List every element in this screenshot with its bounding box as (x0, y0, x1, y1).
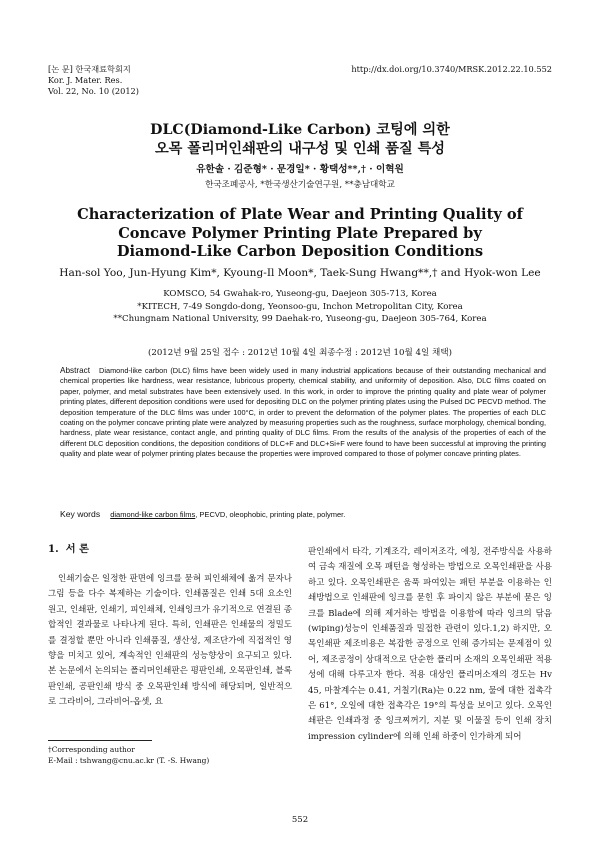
title-korean-line2: 오목 폴리머인쇄판의 내구성 및 인쇄 품질 특성 (154, 141, 446, 157)
authors-english: Han-sol Yoo, Jun-Hyung Kim*, Kyoung-Il Moon*, Taek-Sung Hwang**,† and Hyok-won Lee (59, 267, 541, 279)
section-title: 서 론 (65, 543, 89, 555)
submission-dates: (2012년 9월 25일 접수 : 2012년 10월 4일 최종수정 : 2012년 10월 4일 채택) (148, 348, 452, 358)
keywords-rest: , PECVD, oleophobic, printing plate, polymer. (195, 510, 346, 519)
title-korean (0, 121, 600, 159)
affiliation-3: **Chungnam National University, 99 Daehak-ro, Yuseong-gu, Daejeon 305-764, Korea (113, 314, 487, 325)
journal-volume: Vol. 22, No. 10 (2012) (48, 86, 139, 96)
page-number: 552 (291, 815, 309, 825)
body-column-left (48, 572, 292, 711)
section-number: 1. (48, 543, 59, 555)
title-english (0, 206, 600, 262)
footnote-corresponding: †Corresponding author (48, 745, 135, 754)
affiliations-korean: 한국조폐공사, *한국생산기술연구원, **충남대학교 (205, 180, 395, 190)
keywords (60, 509, 546, 520)
title-english-line3: Diamond-Like Carbon Deposition Conditions (116, 243, 484, 260)
section-heading (48, 542, 89, 556)
affiliation-1: KOMSCO, 54 Gwahak-ro, Yuseong-gu, Daejeon 305-713, Korea (163, 289, 437, 299)
keywords-label: Key words (60, 509, 101, 519)
body-paragraph-right: 판인쇄에서 타각, 기계조각, 레이저조각, 에칭, 전주방식을 사용하여 금속 재질에 오목 패턴을 형성하는 방법으로 오목인쇄판을 사용하고 있다. 오목인쇄판은 움푹 파여있는 패턴 부분을 이용하는 인쇄방법으로 인쇄판에 잉크를 묻힌 후 파이지 않은 부분에 묻은 잉크를 Blade에 의해 제거하는 방법을 이용함에 따라 잉크의 닦음(wiping)성능이 인쇄품질과 밀접한 관련이 있다.1,2) 하지만, 오목인쇄판 제조비용은 복잡한 공정으로 인해 증가되는 문제점이 있어, 제조공정이 상대적으로 단순한 폴리머 소재의 오목인쇄판 적용성에 대해 다루고자 한다. 적용 대상인 폴리머소재의 경도는 Hv 45, 마찰계수는 0.41, 거칠기(Ra)는 0.22 nm, 물에 대한 접촉각은 61°, 오일에 대한 접촉각은 19°의 특성을 보이고 있다. 오목인쇄판은 인쇄과정 중 잉크찌꺼기, 지분 및 이물질 등이 인쇄 장치 impression cylinder에 의해 인쇄 하중이 인가하게 되어 (308, 547, 552, 742)
title-english-line1: Characterization of Plate Wear and Printing Quality of (77, 206, 523, 223)
journal-name-en: Kor. J. Mater. Res. (48, 75, 123, 85)
journal-header (48, 64, 139, 97)
footnote-email: E-Mail : tshwang@cnu.ac.kr (T. -S. Hwang) (48, 756, 210, 765)
affiliations-english (0, 288, 600, 326)
footnote (48, 744, 209, 766)
affiliation-2: *KITECH, 7-49 Songdo-dong, Yeonsoo-gu, Inchon Metropolitan City, Korea (137, 301, 463, 312)
footnote-divider (48, 740, 152, 741)
abstract-text: Diamond-like carbon (DLC) films have been widely used in many industrial applications because of their outstanding mechanical and chemical properties like hardness, wear resistance, lubricous property, chemical stability, and uniformity of deposition. Also, DLC films coated on paper, polymer, and metal substrates have been extensively used. In this work, in order to improve the printing quality and plate wear of polymer printing plates, different deposition conditions were used for depositing DLC on the polymer printing plates using the Pulsed DC PECVD method. The deposition temperature of the DLC films was under 100°C, in order to prevent the deformation of the polymer plates. The properties of each DLC coating on the polymer concave printing plate were analyzed by measuring properties such as the roughness, surface morphology, chemical bonding, hardness, plate wear resistance, contact angle, and printing quality of DLC films. From the results of the analysis of the properties of each of the different DLC deposition conditions, the deposition conditions of DLC+F and DLC+Si+F were found to have been successful at improving the printing quality and plate wear of polymer printing plates because the properties were improved compared to those of polymer concave printing plates. (60, 366, 546, 459)
keyword-first: diamond-like carbon films (110, 510, 196, 519)
authors-korean: 유한솔 · 김준형* · 문경일* · 황택성**,† · 이혁원 (196, 164, 404, 175)
title-korean-line1: DLC(Diamond-Like Carbon) 코팅에 의한 (150, 122, 450, 138)
doi-link[interactable]: http://dx.doi.org/10.3740/MRSK.2012.22.10.552 (351, 64, 552, 74)
journal-name-ko: [논 문] 한국재료학회지 (48, 64, 131, 74)
abstract (60, 366, 546, 460)
body-column-right (308, 545, 552, 745)
abstract-label: Abstract (60, 366, 91, 375)
body-paragraph-left: 인쇄기술은 일정한 판면에 잉크를 묻혀 피인쇄체에 옮겨 문자나 그림 등을 다수 복제하는 기술이다. 인쇄품질은 인쇄 5대 요소인 원고, 인쇄판, 인쇄기, 피인쇄체, 인쇄잉크가 유기적으로 연결된 종합적인 결과물로 나타나게 된다. 특히, 인쇄판은 인쇄물의 정밀도를 결정할 뿐만 아니라 인쇄품질, 생산성, 제조단가에 직접적인 영향을 미치고 있어, 계속적인 인쇄판의 성능향상이 요구되고 있다. 본 논문에서 논의되는 폴리머인쇄판은 평판인쇄, 오목판인쇄, 블록판인쇄, 공판인쇄 방식 중 오목판인쇄 방식에 해당되며, 일반적으로 그라비어, 그라비어-옵셋, 요 (48, 574, 292, 708)
title-english-line2: Concave Polymer Printing Plate Prepared by (118, 224, 482, 242)
